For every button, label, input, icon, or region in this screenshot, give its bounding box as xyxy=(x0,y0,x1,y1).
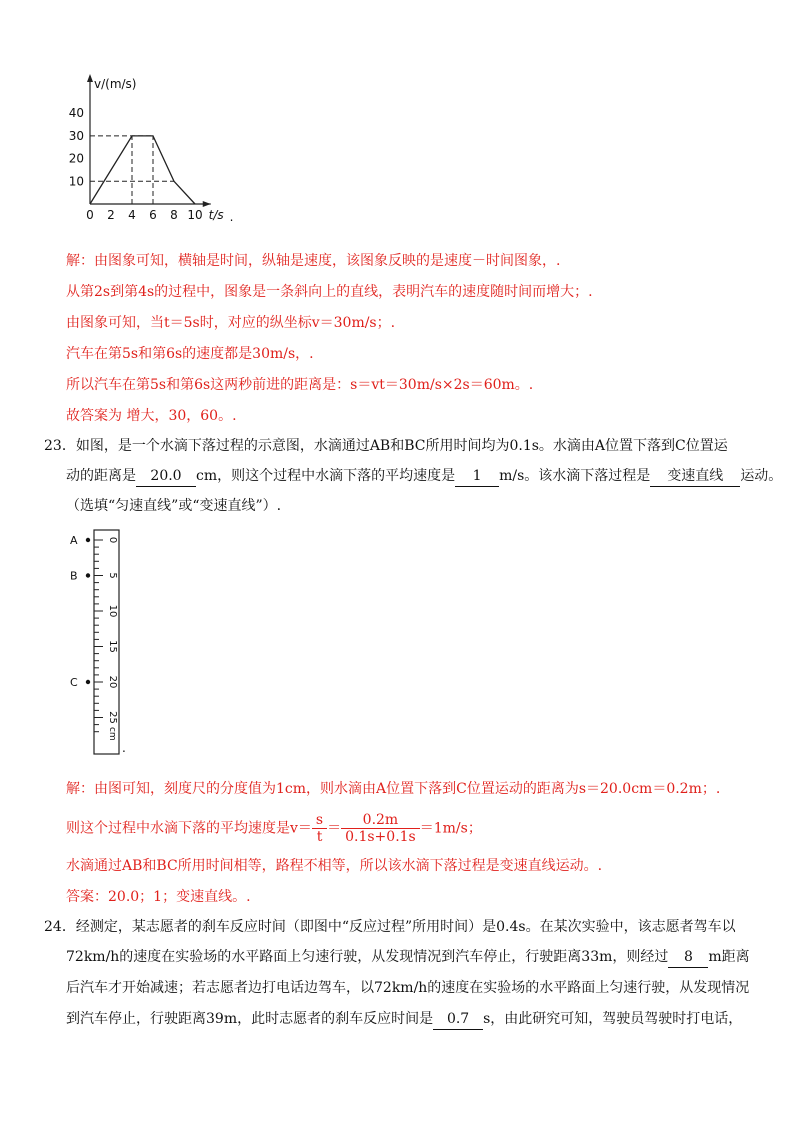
solution22-line4: 汽车在第5s和第6s的速度都是30m/s，. xyxy=(66,346,314,362)
q23-blank1: 20.0 xyxy=(136,466,196,487)
y-tick-label: 10 xyxy=(68,174,84,189)
ruler-number: 10 xyxy=(107,604,118,618)
x-axis-label: t/s xyxy=(208,208,224,222)
solution22-line1: 解：由图象可知，横轴是时间，纵轴是速度，该图象反映的是速度－时间图象，. xyxy=(66,253,561,269)
ruler-number: 25 xyxy=(107,711,118,724)
x-tick-label: 0 xyxy=(86,208,94,222)
ruler-number: 0 xyxy=(107,536,118,544)
x-tick-label: 10 xyxy=(187,208,203,222)
drop-label-A: A xyxy=(70,534,78,547)
ruler-end-mark: . xyxy=(122,741,126,755)
velocity-series-line xyxy=(90,136,195,204)
q24-blank2: 0.7 xyxy=(433,1009,483,1030)
fraction-values: $\frac{0.2m}{0.1s+0.1s}$ xyxy=(341,812,420,845)
q23-line3: （选填“匀速直线”或“变速直线”）. xyxy=(66,498,282,514)
y-tick-label: 20 xyxy=(68,151,84,166)
y-tick-label: 40 xyxy=(68,106,84,121)
q24-blank1: 8 xyxy=(668,947,708,968)
ruler-number: 5 xyxy=(107,572,118,579)
solution22-line5: 所以汽车在第5s和第6s这两秒前进的距离是：s＝vt＝30m/s×2s＝60m。. xyxy=(66,377,534,393)
x-axis-arrow xyxy=(203,201,211,207)
y-tick-label: 30 xyxy=(68,128,84,143)
ruler-figure xyxy=(64,526,134,766)
ruler-unit: cm xyxy=(107,726,117,741)
solution23-line2: 则这个过程中水滴下落的平均速度是v＝ $\frac{s}{t}$ ＝ $\frac{0.2m}{0.1s+0.1s}$ ＝1m/s； xyxy=(66,812,482,845)
drop-label-C: C xyxy=(70,676,78,689)
water-drop-B xyxy=(86,573,90,577)
solution23-answer: 答案：20.0；1；变速直线。. xyxy=(66,889,251,905)
q24-line3: 后汽车才开始减速；若志愿者边打电话边驾车，以72km/h的速度在实验场的水平路面上匀速行驶，从发现情况 xyxy=(66,980,750,996)
ruler-number: 15 xyxy=(107,640,118,653)
q24-line4: 到汽车停止，行驶距离39m，此时志愿者的刹车反应时间是 0.7 s，由此研究可知，驾驶员驾驶时打电话， xyxy=(66,1009,742,1030)
q23-blank3: 变速直线 xyxy=(650,466,740,487)
y-axis-arrow xyxy=(87,74,93,82)
q24-line1: 24．经测定，某志愿者的刹车反应时间（即图中“反应过程”所用时间）是0.4s。在某次实验中，该志愿者驾车以 xyxy=(44,919,736,935)
solution22-line2: 从第2s到第4s的过程中，图象是一条斜向上的直线，表明汽车的速度随时间而增大；. xyxy=(66,284,593,300)
x-tick-label: 2 xyxy=(107,208,115,222)
x-tick-label: 6 xyxy=(149,208,157,222)
water-drop-A xyxy=(86,538,90,542)
solution22-line3: 由图象可知，当t＝5s时，对应的纵坐标v＝30m/s；. xyxy=(66,315,396,331)
solution23-line3: 水滴通过AB和BC所用时间相等，路程不相等，所以该水滴下落过程是变速直线运动。. xyxy=(66,858,603,874)
y-axis-label: v/(m/s) xyxy=(94,77,137,91)
solution22-answer: 故答案为 增大，30，60。. xyxy=(66,408,237,424)
q23-line1: 23．如图，是一个水滴下落过程的示意图，水滴通过AB和BC所用时间均为0.1s。水滴由A位置下落到C位置运 xyxy=(44,438,728,454)
solution23-line1: 解：由图可知，刻度尺的分度值为1cm，则水滴由A位置下落到C位置运动的距离为s＝20.0cm＝0.2m；. xyxy=(66,781,721,797)
velocity-time-chart xyxy=(60,68,260,228)
q23-blank2: 1 xyxy=(455,466,499,487)
x-tick-label: 4 xyxy=(128,208,136,222)
q24-line2: 72km/h的速度在实验场的水平路面上匀速行驶，从发现情况到汽车停止，行驶距离33m，则经过 8 m距离 xyxy=(66,947,750,968)
chart-end-mark: . xyxy=(229,210,234,224)
x-tick-label: 8 xyxy=(170,208,178,222)
q23-line2: 动的距离是 20.0 cm，则这个过程中水滴下落的平均速度是 1 m/s。该水滴下落过程是 变速直线 运动。 xyxy=(66,466,782,487)
water-drop-C xyxy=(86,680,90,684)
ruler-number: 20 xyxy=(107,675,118,689)
fraction-s-over-t: $\frac{s}{t}$ xyxy=(312,812,327,845)
drop-label-B: B xyxy=(70,569,78,583)
